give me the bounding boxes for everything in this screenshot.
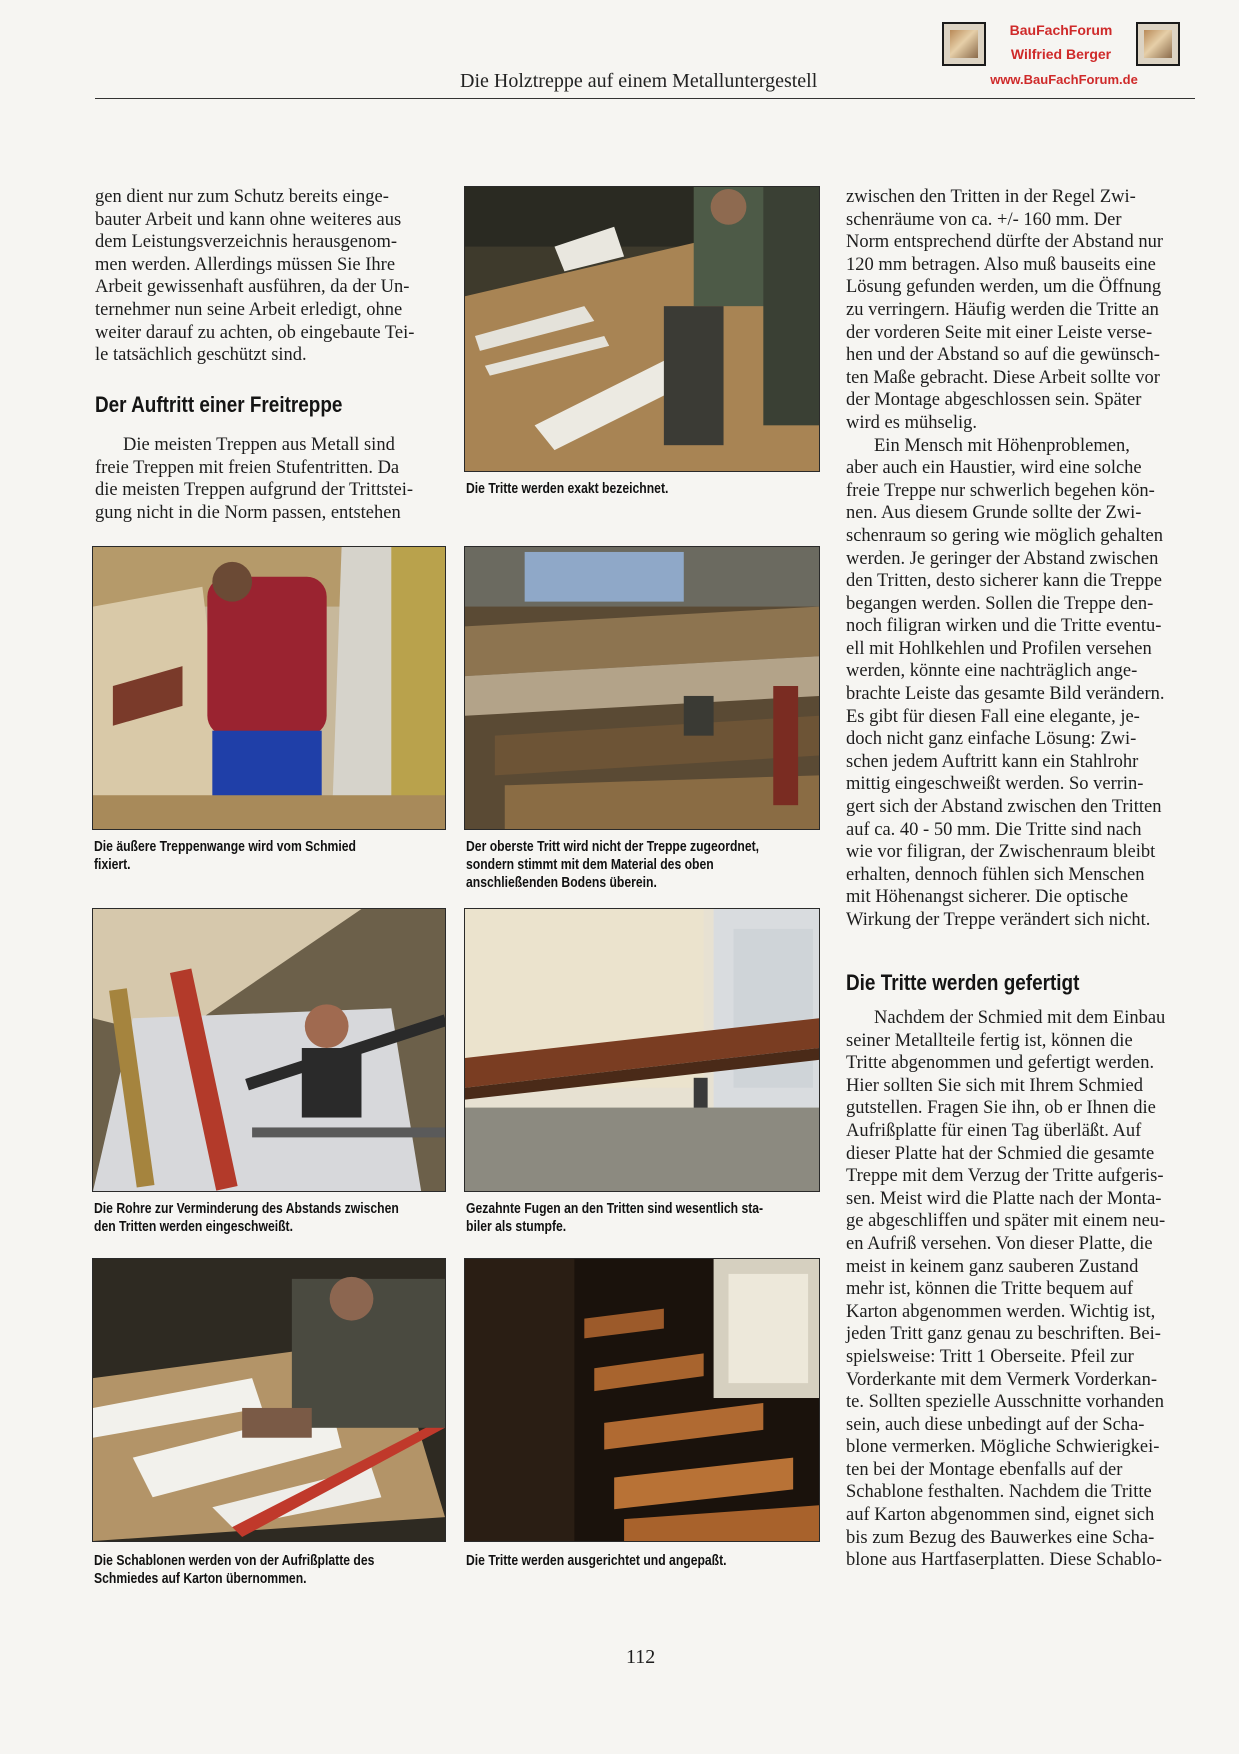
- brand-name: BauFachForum: [1009, 22, 1113, 38]
- caption-line: Die äußere Treppenwange wird vom Schmied: [94, 839, 356, 855]
- text-line: Schablone festhalten. Nachdem die Tritte: [846, 1482, 1152, 1503]
- text-line: noch filigran wirken und die Tritte eventu-: [846, 616, 1162, 637]
- col1-para: [95, 434, 445, 524]
- text-line: Aufrißplatte für einen Tag überläßt. Auf: [846, 1120, 1142, 1141]
- text-line: Vorderkante mit dem Vermerk Vorderkan-: [846, 1369, 1157, 1390]
- photo-tubes: [92, 908, 446, 1192]
- caption-joints: [466, 1200, 819, 1236]
- caption-line: Der oberste Tritt wird nicht der Treppe zugeordnet,: [466, 839, 760, 855]
- text-line: freie Treppe nur schwerlich begehen kön-: [846, 480, 1155, 501]
- photo-joints: [464, 908, 820, 1192]
- caption-marking: Die Tritte werden exakt bezeichnet.: [466, 481, 669, 497]
- caption-top-step: [466, 838, 819, 892]
- photo-templates: [92, 1258, 446, 1542]
- text-line: gen dient nur zum Schutz bereits einge-: [95, 187, 389, 207]
- text-line: mit Höhenangst sicherer. Die optische: [846, 887, 1129, 908]
- text-line: ell mit Hohlkehlen und Profilen versehen: [846, 638, 1152, 659]
- text-line: jeden Tritt ganz genau zu beschriften. Bei-: [846, 1324, 1161, 1345]
- text-line: auf ca. 40 - 50 mm. Die Tritte sind nach: [846, 819, 1142, 840]
- text-line: spielsweise: Tritt 1 Oberseite. Pfeil zur: [846, 1346, 1134, 1367]
- text-line: weiter darauf zu achten, ob eingebaute Tei-: [95, 322, 415, 343]
- text-line: Tritte abgenommen und gefertigt werden.: [846, 1053, 1155, 1074]
- col3-text-bottom: [846, 1007, 1194, 1572]
- text-line: begangen werden. Sollen die Treppe den-: [846, 593, 1154, 614]
- text-line: auf Karton abgenommen sind, eignet sich: [846, 1505, 1155, 1526]
- caption-line: sondern stimmt mit dem Material des oben: [466, 857, 714, 873]
- text-line: mittig eingeschweißt werden. So verrin-: [846, 774, 1144, 795]
- text-line: dieser Platte hat der Schmied die gesamte: [846, 1143, 1155, 1164]
- section-heading-freitreppe: Der Auftritt einer Freitreppe: [95, 392, 343, 417]
- text-line: gung nicht in die Norm passen, entstehen: [95, 502, 401, 523]
- section-heading-tritte: Die Tritte werden gefertigt: [846, 970, 1080, 995]
- logo-left-icon: [942, 22, 986, 66]
- text-line: wie vor filigran, der Zwischenraum bleibt: [846, 842, 1156, 863]
- text-line: zu verringern. Häufig werden die Tritte an: [846, 299, 1159, 320]
- text-line: zwischen den Tritten in der Regel Zwi-: [846, 187, 1136, 207]
- caption-line: Gezahnte Fugen an den Tritten sind wesentlich sta-: [466, 1201, 764, 1217]
- caption-stringer: [94, 838, 447, 874]
- text-line: ten bei der Montage ebenfalls auf der: [846, 1459, 1123, 1480]
- running-head: Die Holztreppe auf einem Metalluntergestell: [460, 70, 818, 92]
- text-line: Ein Mensch mit Höhenproblemen,: [874, 435, 1130, 456]
- text-line: den Tritten, desto sicherer kann die Treppe: [846, 571, 1162, 592]
- text-line: Nachdem der Schmied mit dem Einbau: [874, 1008, 1166, 1028]
- caption-line: Die Schablonen werden von der Aufrißplatte des: [94, 1553, 375, 1569]
- photo-top-step: [464, 546, 820, 830]
- text-line: Arbeit gewissenhaft ausführen, da der Un-: [95, 277, 410, 298]
- text-line: ternehmer nun seine Arbeit erledigt, ohne: [95, 299, 403, 320]
- text-line: werden. Je geringer der Abstand zwischen: [846, 548, 1159, 569]
- text-line: sen. Meist wird die Platte nach der Monta-: [846, 1188, 1162, 1209]
- text-line: 120 mm betragen. Also muß bauseits eine: [846, 254, 1156, 275]
- header-rule: [95, 98, 1195, 99]
- caption-line: Die Rohre zur Verminderung des Abstands zwischen: [94, 1201, 399, 1217]
- text-line: sein, auch diese unbedingt auf der Scha-: [846, 1414, 1145, 1435]
- text-line: der vorderen Seite mit einer Leiste verse-: [846, 322, 1153, 343]
- caption-tubes: [94, 1200, 447, 1236]
- text-line: Hier sollten Sie sich mit Ihrem Schmied: [846, 1075, 1143, 1096]
- text-line: wird es mühselig.: [846, 412, 978, 433]
- text-line: die meisten Treppen aufgrund der Trittstei-: [95, 480, 414, 501]
- photo-stringer: [92, 546, 446, 830]
- text-line: hen und der Abstand so auf die gewünsch-: [846, 345, 1160, 366]
- text-line: blone aus Hartfaserplatten. Diese Schablo-: [846, 1550, 1162, 1571]
- text-line: aber auch ein Haustier, wird eine solche: [846, 458, 1142, 479]
- caption-aligned: Die Tritte werden ausgerichtet und angepaßt.: [466, 1553, 727, 1569]
- caption-line: fixiert.: [94, 857, 131, 873]
- text-line: Lösung gefunden werden, um die Öffnung: [846, 277, 1162, 298]
- text-line: schenräume von ca. +/- 160 mm. Der: [846, 209, 1122, 230]
- col3-text-top: [846, 186, 1194, 932]
- text-line: Karton abgenommen werden. Wichtig ist,: [846, 1301, 1156, 1322]
- brand-block: [942, 18, 1192, 96]
- text-line: Treppe mit dem Verzug der Tritte aufgeris-: [846, 1166, 1164, 1187]
- brand-url[interactable]: www.BauFachForum.de: [990, 72, 1138, 87]
- text-line: men werden. Allerdings müssen Sie Ihre: [95, 254, 396, 275]
- text-line: dem Leistungsverzeichnis herausgenom-: [95, 232, 398, 253]
- photo-aligned: [464, 1258, 820, 1542]
- caption-line: anschließenden Bodens überein.: [466, 875, 657, 891]
- caption-line: biler als stumpfe.: [466, 1219, 567, 1235]
- text-line: schenraum so gering wie möglich gehalten: [846, 525, 1163, 546]
- text-line: werden, könnte eine nachträglich ange-: [846, 661, 1138, 682]
- text-line: schen jedem Auftritt kann ein Stahlrohr: [846, 751, 1139, 772]
- col1-intro: [95, 186, 445, 367]
- page-number: 112: [626, 1646, 656, 1668]
- text-line: doch nicht ganz einfache Lösung: Zwi-: [846, 729, 1137, 750]
- text-line: gert sich der Abstand zwischen den Tritten: [846, 797, 1162, 818]
- text-line: bauter Arbeit und kann ohne weiteres aus: [95, 209, 402, 230]
- text-line: Wirkung der Treppe verändert sich nicht.: [846, 910, 1151, 930]
- text-line: Die meisten Treppen aus Metall sind: [123, 435, 395, 455]
- text-line: gutstellen. Fragen Sie ihn, ob er Ihnen die: [846, 1098, 1156, 1119]
- text-line: freie Treppen mit freien Stufentritten. Da: [95, 457, 400, 478]
- text-line: meist in keinem ganz sauberen Zustand: [846, 1256, 1139, 1277]
- text-line: seiner Metallteile fertig ist, können die: [846, 1030, 1133, 1051]
- photo-marking: [464, 186, 820, 472]
- text-line: brachte Leiste das gesamte Bild verändern.: [846, 684, 1165, 705]
- caption-templates: [94, 1552, 447, 1588]
- caption-line: Schmiedes auf Karton übernommen.: [94, 1571, 307, 1587]
- text-line: Es gibt für diesen Fall eine elegante, je-: [846, 706, 1140, 727]
- logo-right-icon: [1136, 22, 1180, 66]
- text-line: te. Sollten spezielle Ausschnitte vorhanden: [846, 1392, 1165, 1413]
- text-line: Norm entsprechend dürfte der Abstand nur: [846, 232, 1163, 253]
- text-line: ten Maße gebracht. Diese Arbeit sollte vor: [846, 367, 1160, 388]
- text-line: blone vermerken. Mögliche Schwierigkei-: [846, 1437, 1160, 1458]
- text-line: bis zum Bezug des Bauwerkes eine Scha-: [846, 1527, 1155, 1548]
- text-line: en Aufriß versehen. Von dieser Platte, die: [846, 1233, 1153, 1254]
- text-line: der Montage abgeschlossen sein. Später: [846, 390, 1142, 411]
- caption-line: den Tritten werden eingeschweißt.: [94, 1219, 293, 1235]
- brand-author: Wilfried Berger: [1010, 46, 1112, 62]
- text-line: erhalten, dennoch fühlen sich Menschen: [846, 864, 1145, 885]
- text-line: ge abgeschliffen und später mit einem neu-: [846, 1211, 1166, 1232]
- text-line: le tatsächlich geschützt sind.: [95, 345, 307, 366]
- text-line: mehr ist, können die Tritte bequem auf: [846, 1279, 1134, 1300]
- text-line: nen. Aus diesem Grunde sollte der Zwi-: [846, 503, 1142, 524]
